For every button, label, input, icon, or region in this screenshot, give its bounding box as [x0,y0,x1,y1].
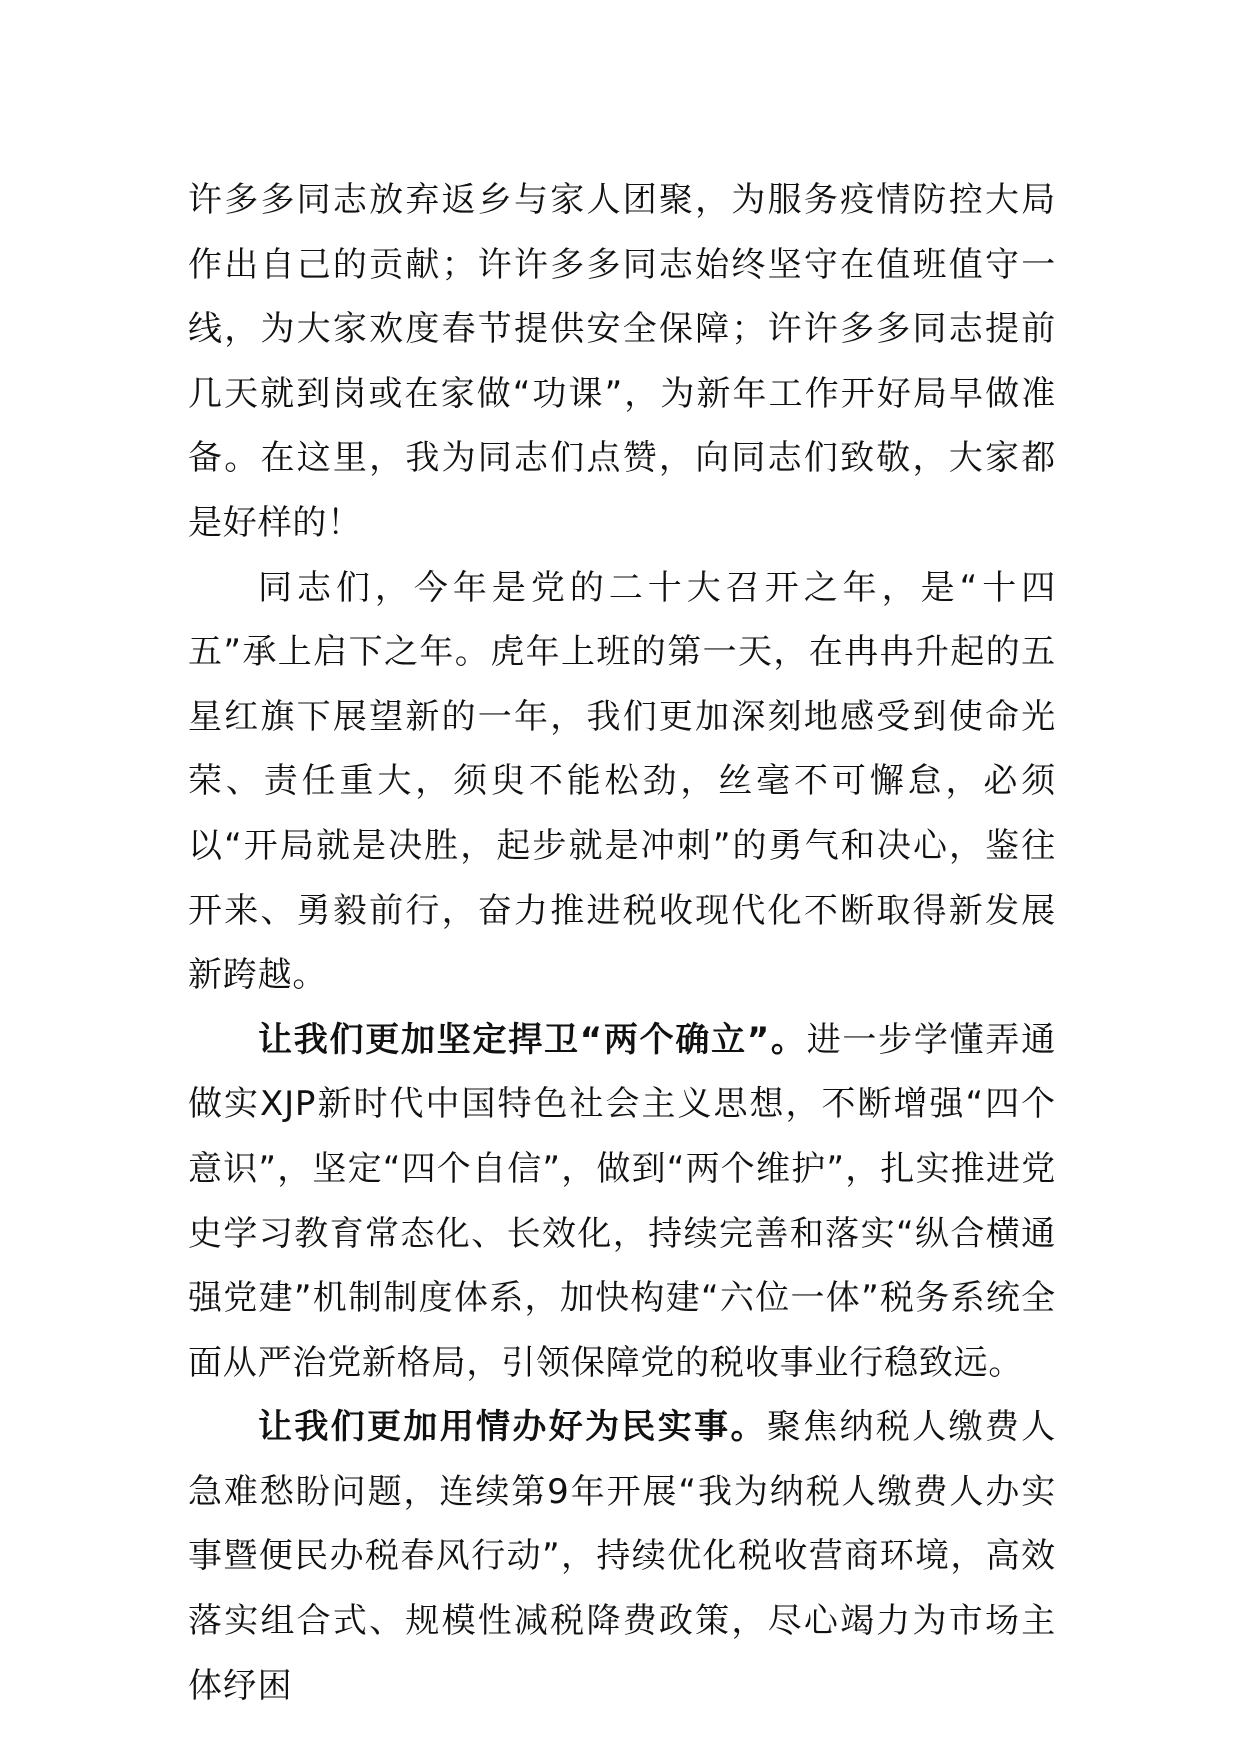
document-body [188,168,1056,1718]
paragraph-mission [188,556,1056,1008]
paragraph-two-establishments [188,1008,1056,1396]
paragraph-lead-heading: 让我们更加坚定捍卫“两个确立”。 [258,1019,807,1060]
paragraph-people-affairs [188,1395,1056,1718]
paragraph-text: 聚焦纳税人缴费人急难愁盼问题，连续第9年开展“我为纳税人缴费人办实事暨便民办税春风行动”，持续优化税收营商环境，高效落实组合式、规模性减税降费政策，尽心竭力为市场主体纾困 [188,1407,1056,1706]
paragraph-continuation [188,168,1056,556]
paragraph-text: 同志们，今年是党的二十大召开之年，是“十四五”承上启下之年。虎年上班的第一天，在冉冉升起的五星红旗下展望新的一年，我们更加深刻地感受到使命光荣、责任重大，须臾不能松劲，丝毫不可懈怠，必须以“开局就是决胜，起步就是冲刺”的勇气和决心，鉴往开来、勇毅前行，奋力推进税收现代化不断取得新发展新跨越。 [188,567,1056,996]
paragraph-text: 许多多同志放弃返乡与家人团聚，为服务疫情防控大局作出自己的贡献；许许多多同志始终坚守在值班值守一线，为大家欢度春节提供安全保障；许许多多同志提前几天就到岗或在家做“功课”，为新年工作开好局早做准备。在这里，我为同志们点赞，向同志们致敬，大家都是好样的！ [188,180,1056,543]
paragraph-text: 进一步学懂弄通做实XJP新时代中国特色社会主义思想，不断增强“四个意识”，坚定“四个自信”，做到“两个维护”，扎实推进党史学习教育常态化、长效化，持续完善和落实“纵合横通强党建”机制制度体系，加快构建“六位一体”税务系统全面从严治党新格局，引领保障党的税收事业行稳致远。 [188,1019,1056,1383]
paragraph-lead-heading: 让我们更加用情办好为民实事。 [258,1407,767,1448]
